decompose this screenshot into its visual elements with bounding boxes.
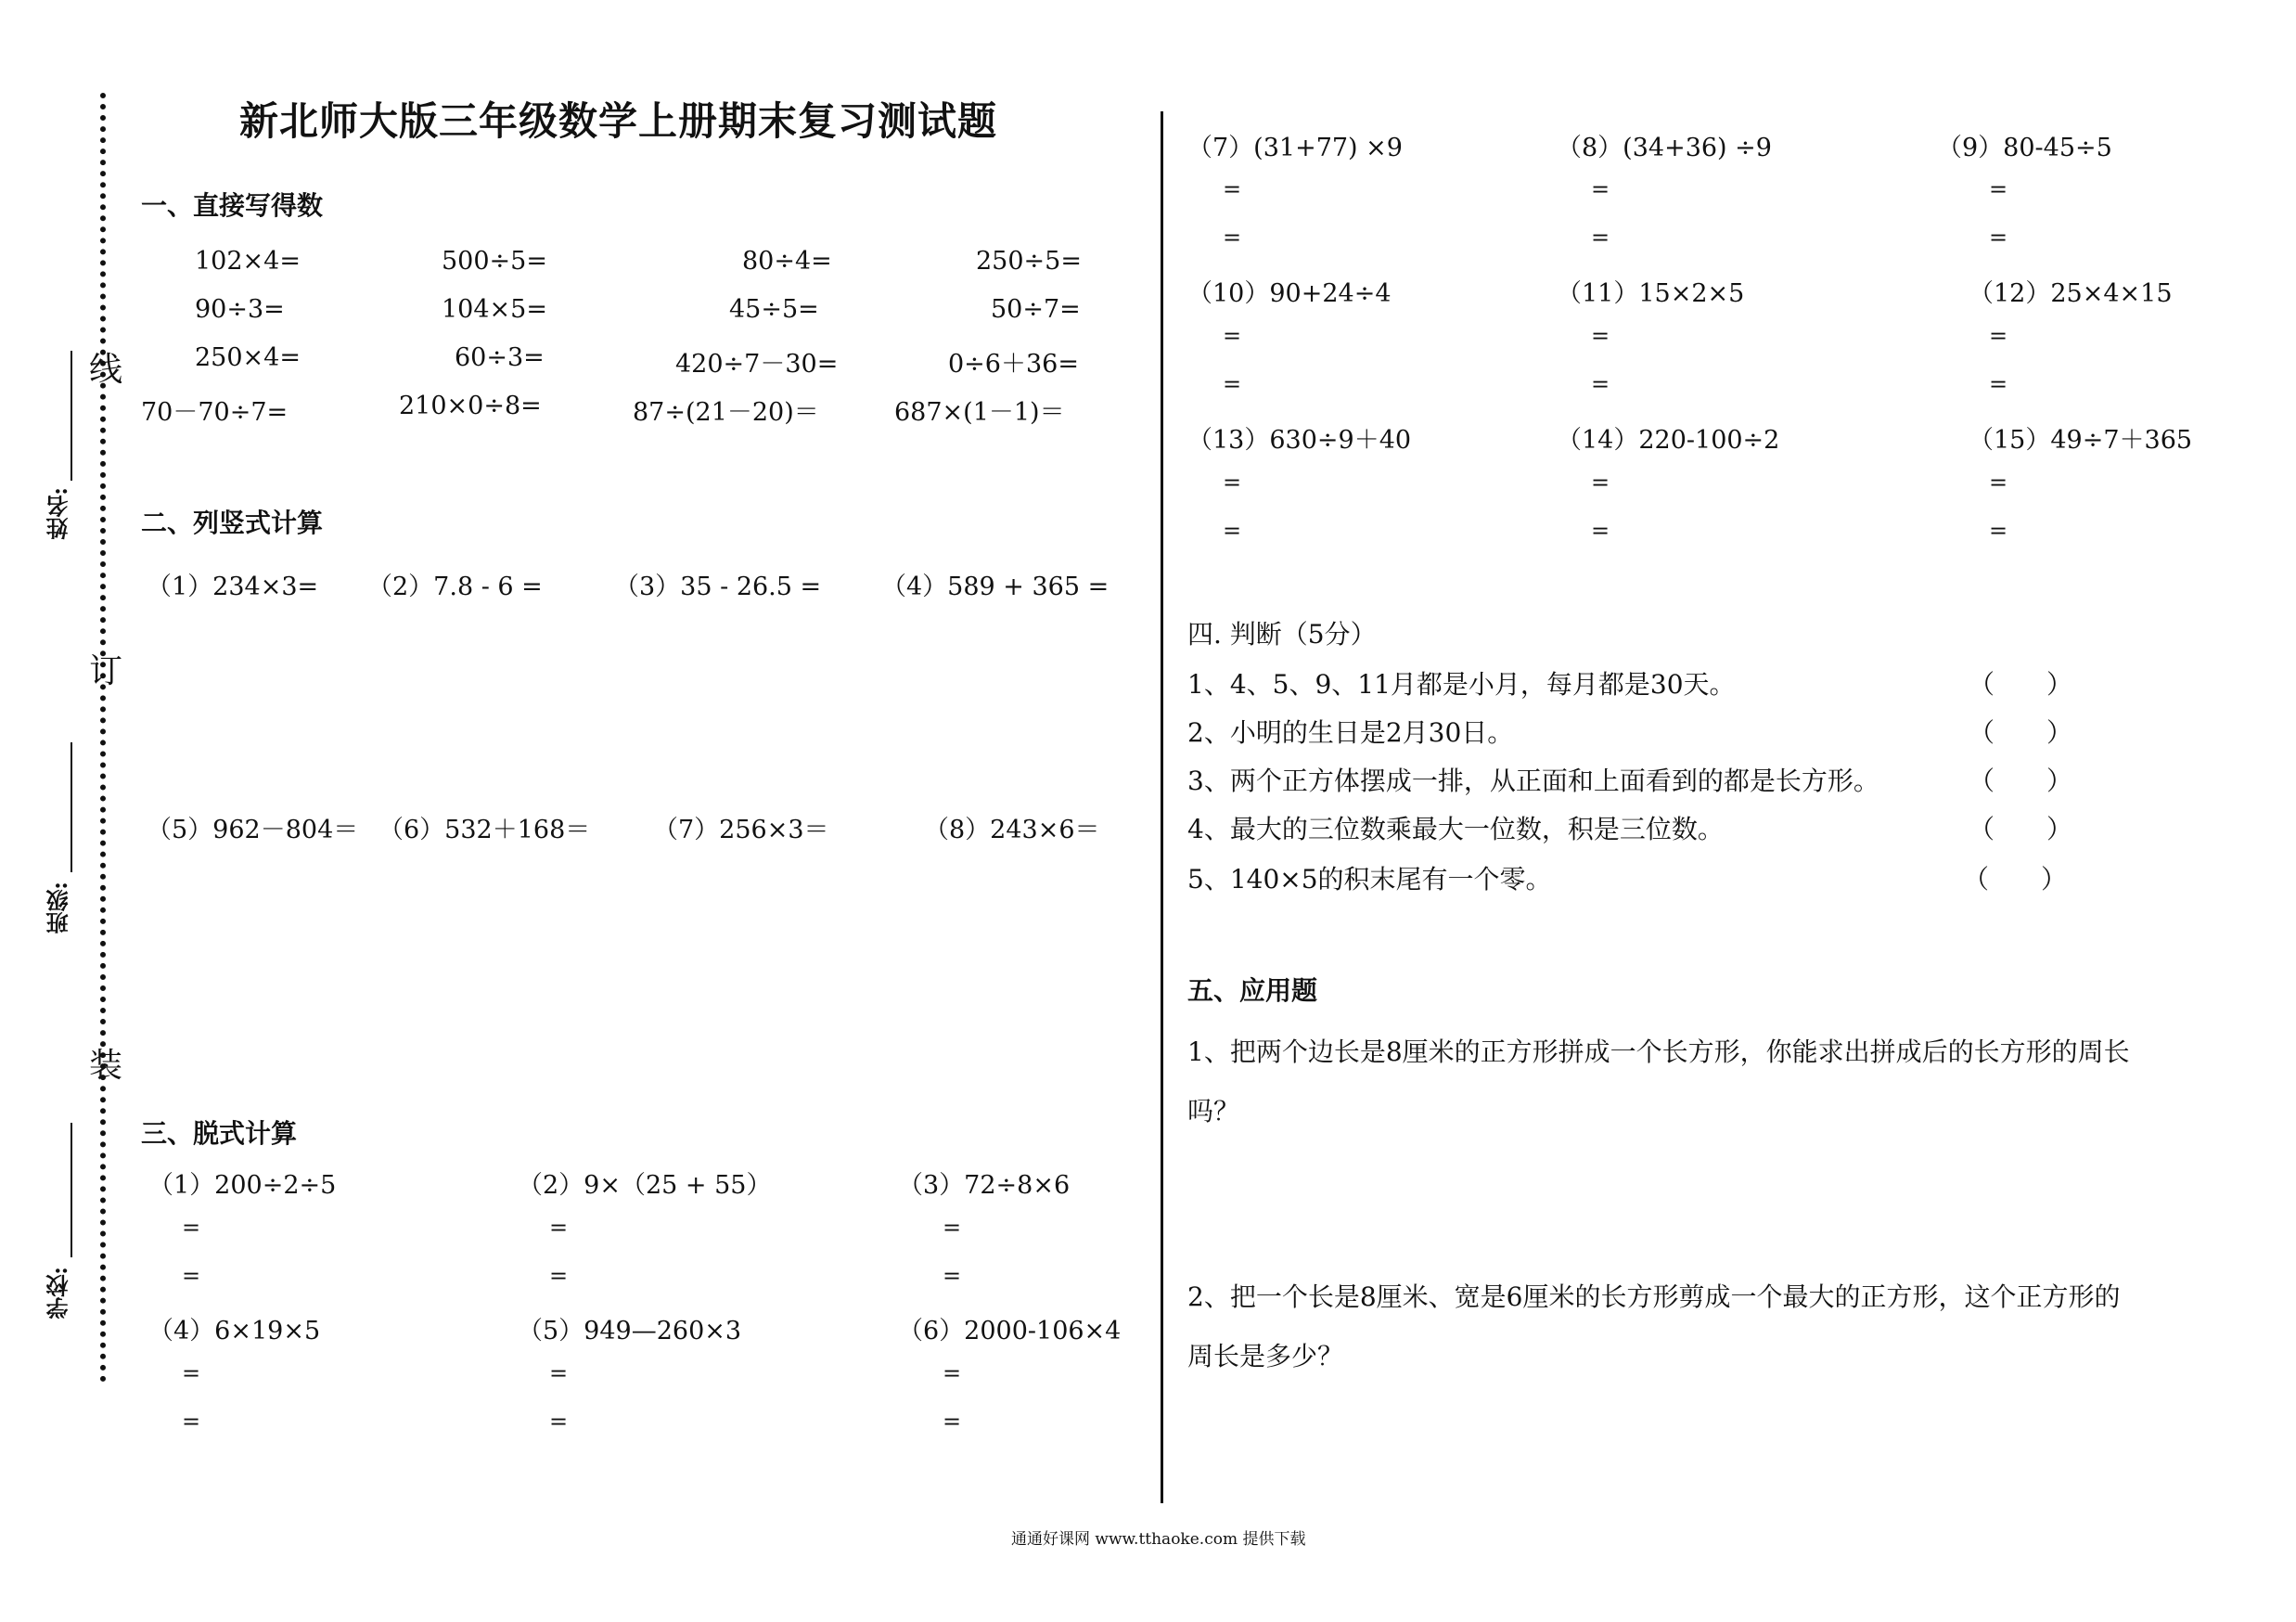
s3-eq: = xyxy=(943,1409,962,1435)
s3-eq: = xyxy=(1223,371,1242,397)
s1-item: 70－70÷7= xyxy=(141,398,289,427)
s3-eq: = xyxy=(182,1215,201,1241)
s4-answer-paren[interactable]: （ ） xyxy=(1969,814,2073,844)
s3-eq: = xyxy=(549,1263,569,1289)
s4-item: 5、140×5的积末尾有一个零。 xyxy=(1187,864,1552,895)
footer-source: 通通好课网 www.tthaoke.com 提供下载 xyxy=(1011,1530,1306,1549)
s3-eq: = xyxy=(943,1215,962,1241)
s2-item: （6）532＋168＝ xyxy=(378,816,591,844)
s4-answer-paren[interactable]: （ ） xyxy=(1969,669,2073,700)
s3-eq: = xyxy=(1591,176,1610,202)
s1-item: 210×0÷8= xyxy=(399,392,542,420)
s3-item: （15）49÷7＋365 xyxy=(1969,426,2193,455)
s5-q1-line1: 1、把两个边长是8厘米的正方形拼成一个长方形，你能求出拼成后的长方形的周长 xyxy=(1187,1036,2130,1067)
s5-q2-line1: 2、把一个长是8厘米、宽是6厘米的长方形剪成一个最大的正方形，这个正方形的 xyxy=(1187,1281,2121,1312)
section-3-heading: 三、脱式计算 xyxy=(141,1118,298,1149)
s3-eq: = xyxy=(1223,323,1242,349)
s4-item: 3、两个正方体摆成一排，从正面和上面看到的都是长方形。 xyxy=(1187,766,1879,796)
s3-item: （2）9×（25 + 55） xyxy=(518,1171,772,1200)
name-label: 姓名: xyxy=(45,487,72,540)
s3-eq: = xyxy=(1989,371,2008,397)
column-divider xyxy=(1161,111,1163,1503)
s1-item: 80÷4= xyxy=(742,247,832,276)
binding-mark-zhuang: 装 xyxy=(89,1047,123,1085)
s3-item: （7）(31+77) ×9 xyxy=(1187,134,1403,162)
s4-answer-paren[interactable]: （ ） xyxy=(1969,717,2073,748)
s1-item: 500÷5= xyxy=(442,247,547,276)
s1-item: 104×5= xyxy=(442,295,547,324)
s1-item: 0÷6＋36= xyxy=(948,350,1079,379)
s3-item: （1）200÷2÷5 xyxy=(148,1171,337,1200)
s3-eq: = xyxy=(1223,225,1242,251)
binding-mark-ding: 订 xyxy=(89,652,123,690)
s2-item: （7）256×3＝ xyxy=(653,816,829,844)
s2-item: （8）243×6＝ xyxy=(924,816,1100,844)
s1-item: 687×(1－1)＝ xyxy=(894,398,1065,427)
s2-item: （1）234×3= xyxy=(147,573,319,601)
s1-item: 420÷7－30= xyxy=(675,350,839,379)
s3-eq: = xyxy=(1591,323,1610,349)
s3-eq: = xyxy=(1989,470,2008,496)
s2-item: （2）7.8 - 6 = xyxy=(367,573,543,601)
s3-eq: = xyxy=(1223,176,1242,202)
s3-item: （10）90+24÷4 xyxy=(1187,279,1392,308)
binding-dotted-line xyxy=(100,93,106,1383)
s1-item: 60÷3= xyxy=(455,343,545,372)
s1-item: 87÷(21－20)＝ xyxy=(633,398,819,427)
binding-mark-line: 线 xyxy=(89,351,123,389)
s3-eq: = xyxy=(549,1360,569,1386)
s3-eq: = xyxy=(1591,371,1610,397)
s3-item: （6）2000-106×4 xyxy=(898,1317,1122,1345)
page-title: 新北师大版三年级数学上册期末复习测试题 xyxy=(239,98,998,144)
school-label: 学校: xyxy=(45,1267,72,1319)
s3-eq: = xyxy=(549,1409,569,1435)
school-blank[interactable] xyxy=(71,1123,72,1257)
s3-eq: = xyxy=(182,1360,201,1386)
name-blank[interactable] xyxy=(71,351,72,481)
s2-item: （3）35 - 26.5 = xyxy=(614,573,822,601)
s3-item: （3）72÷8×6 xyxy=(898,1171,1071,1200)
s3-eq: = xyxy=(1591,225,1610,251)
s3-eq: = xyxy=(943,1360,962,1386)
s3-item: （13）630÷9＋40 xyxy=(1187,426,1412,455)
s1-item: 250÷5= xyxy=(976,247,1082,276)
s3-item: （12）25×4×15 xyxy=(1969,279,2173,308)
s4-answer-paren[interactable]: （ ） xyxy=(1963,864,2068,895)
s3-item: （14）220-100÷2 xyxy=(1557,426,1780,455)
section-1-heading: 一、直接写得数 xyxy=(141,190,324,221)
s3-eq: = xyxy=(1223,518,1242,544)
s2-item: （5）962－804＝ xyxy=(147,816,359,844)
s3-eq: = xyxy=(1989,518,2008,544)
class-label: 班级: xyxy=(45,882,72,934)
s4-item: 1、4、5、9、11月都是小月，每月都是30天。 xyxy=(1187,669,1736,700)
s4-item: 2、小明的生日是2月30日。 xyxy=(1187,717,1514,748)
s3-eq: = xyxy=(943,1263,962,1289)
s3-eq: = xyxy=(1591,518,1610,544)
section-5-heading: 五、应用题 xyxy=(1187,975,1318,1006)
s3-item: （4）6×19×5 xyxy=(148,1317,321,1345)
s4-item: 4、最大的三位数乘最大一位数，积是三位数。 xyxy=(1187,814,1724,844)
s1-item: 102×4= xyxy=(195,247,301,276)
s3-item: （8）(34+36) ÷9 xyxy=(1557,134,1772,162)
s3-eq: = xyxy=(1591,470,1610,496)
s1-item: 50÷7= xyxy=(991,295,1081,324)
s3-eq: = xyxy=(1989,323,2008,349)
section-2-heading: 二、列竖式计算 xyxy=(141,508,324,538)
s3-eq: = xyxy=(1223,470,1242,496)
s3-item: （5）949—260×3 xyxy=(518,1317,742,1345)
s2-item: （4）589 + 365 = xyxy=(881,573,1110,601)
s1-item: 90÷3= xyxy=(195,295,285,324)
s3-eq: = xyxy=(549,1215,569,1241)
s3-eq: = xyxy=(1989,176,2008,202)
s3-item: （9）80-45÷5 xyxy=(1937,134,2112,162)
s3-item: （11）15×2×5 xyxy=(1557,279,1745,308)
s3-eq: = xyxy=(1989,225,2008,251)
s3-eq: = xyxy=(182,1263,201,1289)
s3-eq: = xyxy=(182,1409,201,1435)
class-blank[interactable] xyxy=(71,742,72,872)
section-4-heading: 四. 判断（5分） xyxy=(1187,619,1377,650)
s1-item: 250×4= xyxy=(195,343,301,372)
s5-q1-line2: 吗？ xyxy=(1187,1096,1240,1126)
s5-q2-line2: 周长是多少？ xyxy=(1187,1341,1344,1371)
s1-item: 45÷5= xyxy=(729,295,819,324)
s4-answer-paren[interactable]: （ ） xyxy=(1969,766,2073,796)
